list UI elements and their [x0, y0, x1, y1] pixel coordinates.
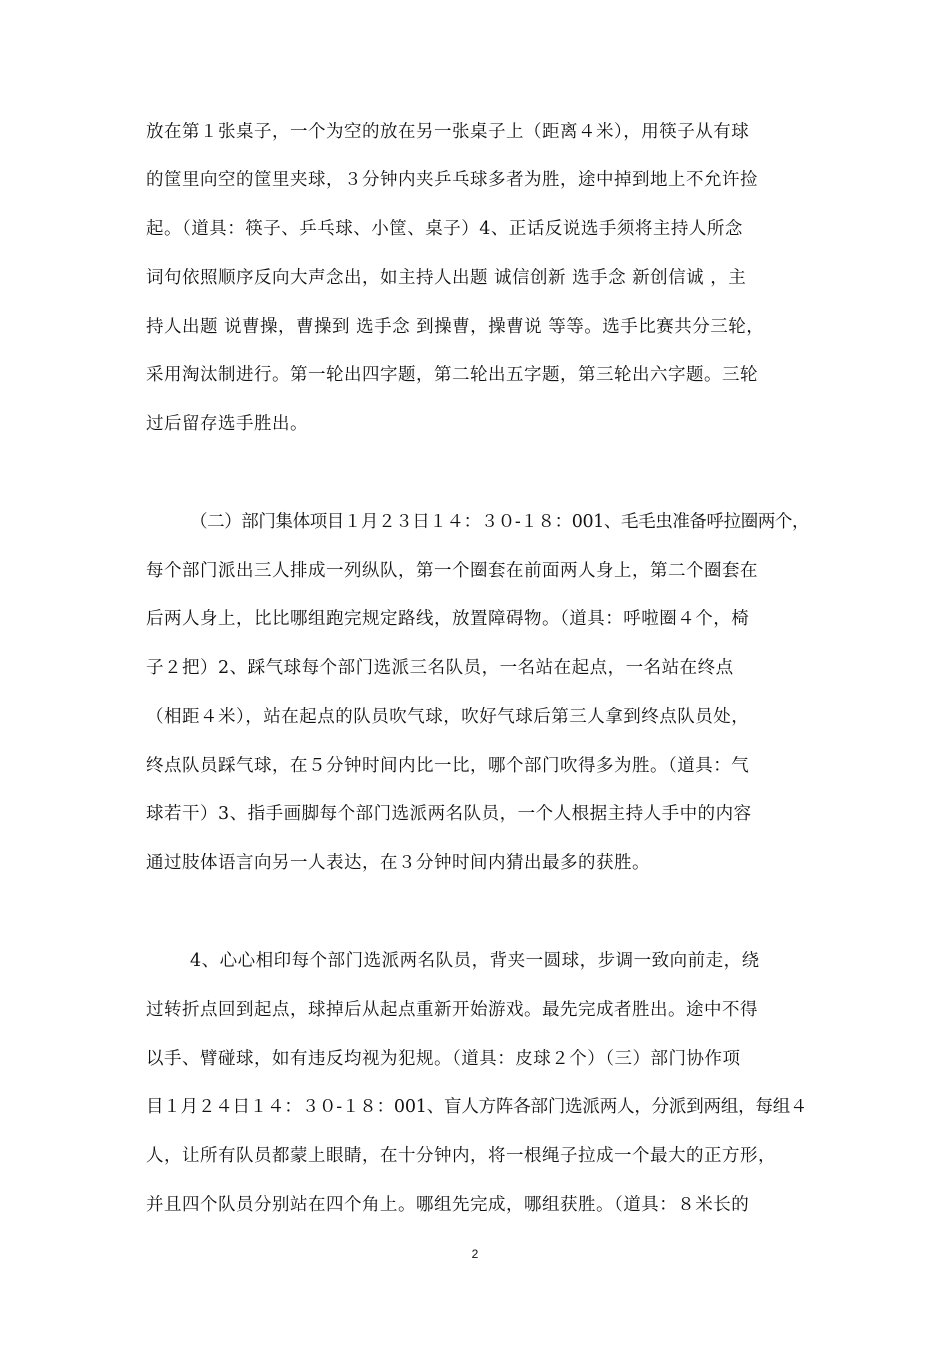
text-line: 的筐里向空的筐里夹球，３分钟内夹乒乓球多者为胜，途中掉到地上不允许捡	[146, 170, 758, 190]
text-line: 人，让所有队员都蒙上眼睛，在十分钟内，将一根绳子拉成一个最大的正方形，	[146, 1146, 776, 1166]
text-line: 终点队员踩气球，在５分钟时间内比一比，哪个部门吹得多为胜。（道具：气	[146, 756, 750, 776]
text-line: 子２把）2、踩气球每个部门选派三名队员，一名站在起点，一名站在终点	[146, 658, 734, 678]
text-line: 每个部门派出三人排成一列纵队，第一个圈套在前面两人身上，第二个圈套在	[146, 561, 758, 581]
text-line: （相距４米），站在起点的队员吹气球，吹好气球后第三人拿到终点队员处，	[146, 707, 750, 727]
text-line: 采用淘汰制进行。第一轮出四字题，第二轮出五字题，第三轮出六字题。三轮	[146, 365, 758, 385]
text-line: 持人出题 说曹操，曹操到 选手念 到操曹，操曹说 等等。选手比赛共分三轮，	[146, 317, 765, 337]
text-line: 后两人身上，比比哪组跑完规定路线，放置障碍物。（道具：呼啦圈４个，椅	[146, 609, 750, 629]
text-line: 词句依照顺序反向大声念出，如主持人出题 诚信创新 选手念 新创信诚 ，主	[146, 268, 747, 288]
text-line: 起。（道具：筷子、乒乓球、小筐、桌子）4、正话反说选手须将主持人所念	[146, 219, 743, 239]
text-line: 球若干）3、指手画脚每个部门选派两名队员，一个人根据主持人手中的内容	[146, 804, 752, 824]
text-line: 放在第１张桌子，一个为空的放在另一张桌子上（距离４米），用筷子从有球	[146, 122, 750, 142]
page-number: 2	[471, 1247, 479, 1261]
text-line: （二）部门集体项目１月２３日１４：３０-１８：001、毛毛虫准备呼拉圈两个，	[190, 512, 810, 532]
text-line: 过后留存选手胜出。	[146, 414, 308, 434]
text-line: 目１月２４日１４：３０-１８：001、盲人方阵各部门选派两人，分派到两组，每组４	[146, 1097, 808, 1117]
text-line: 过转折点回到起点，球掉后从起点重新开始游戏。最先完成者胜出。途中不得	[146, 1000, 758, 1020]
text-line: 以手、臂碰球，如有违反均视为犯规。（道具：皮球２个）（三）部门协作项	[146, 1049, 741, 1069]
text-line: 4、心心相印每个部门选派两名队员，背夹一圆球，步调一致向前走，绕	[190, 951, 760, 971]
text-line: 通过肢体语言向另一人表达，在３分钟时间内猜出最多的获胜。	[146, 853, 650, 873]
text-line: 并且四个队员分别站在四个角上。哪组先完成，哪组获胜。（道具：８米长的	[146, 1195, 750, 1215]
